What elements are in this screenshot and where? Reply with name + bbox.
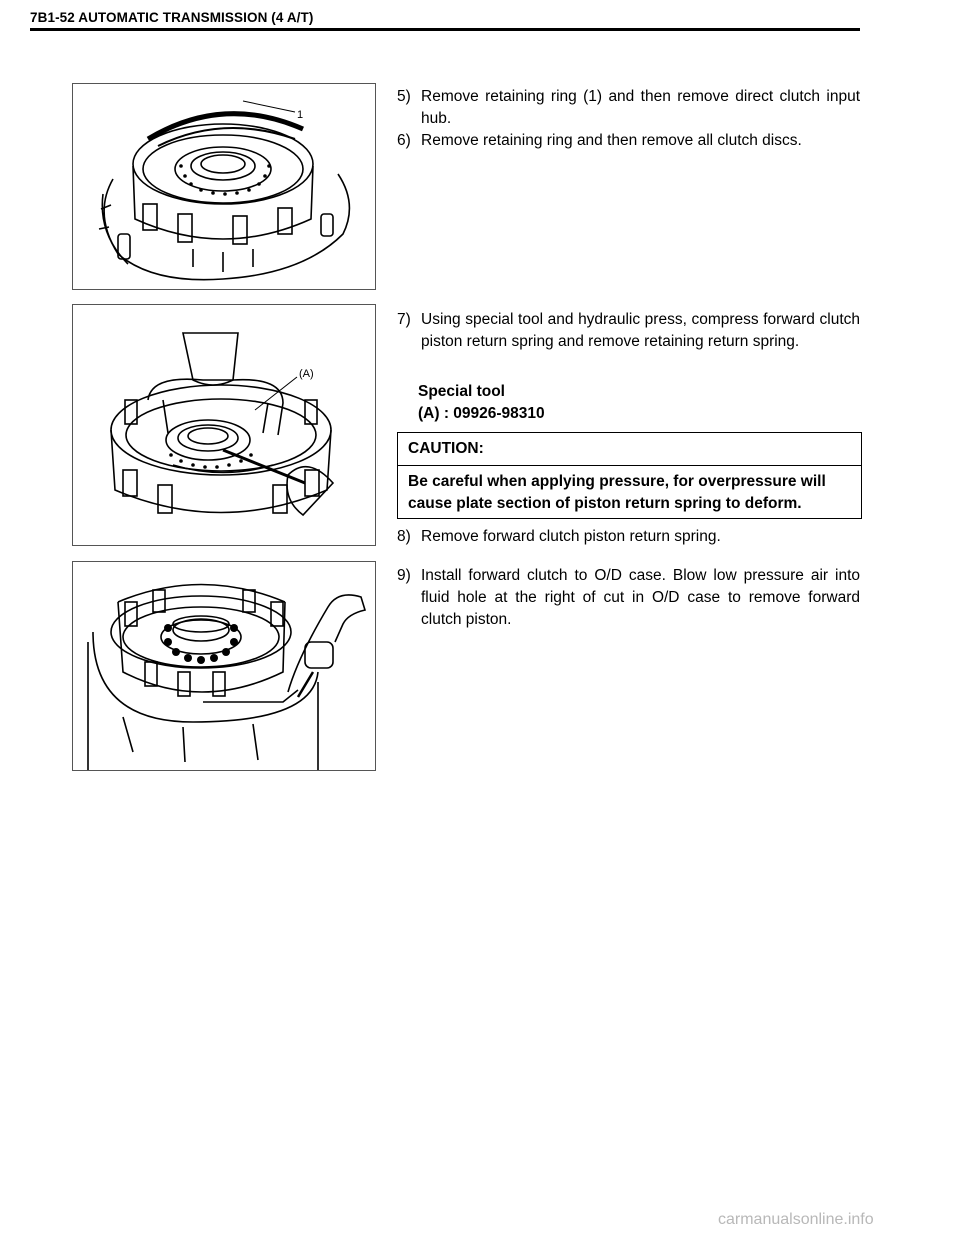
- step-8: [397, 526, 860, 548]
- page-header: [30, 10, 860, 25]
- figure-compress-return-spring: [72, 304, 376, 546]
- air-gun-illustration: [73, 562, 375, 770]
- step-number: 7): [397, 311, 411, 328]
- watermark: carmanualsonline.info: [718, 1211, 874, 1228]
- clutch-drum-illustration: [73, 84, 375, 289]
- hydraulic-press-illustration: [73, 305, 375, 545]
- step-number: 8): [397, 528, 411, 545]
- step-7: [397, 309, 860, 353]
- caution-heading: CAUTION:: [398, 433, 861, 466]
- caution-box: [397, 432, 862, 519]
- step-6: [397, 130, 860, 152]
- steps-group-3: [397, 526, 860, 548]
- figure-blow-air-piston: [72, 561, 376, 771]
- header-rule: [30, 28, 860, 31]
- special-tool-label: Special tool: [418, 383, 505, 400]
- special-tool-value: (A) : 09926-98310: [418, 405, 545, 422]
- figure-remove-retaining-ring: [72, 83, 376, 290]
- step-5: [397, 86, 860, 130]
- caution-body: Be careful when applying pressure, for overpressure will cause plate section of piston return spring to deform.: [408, 473, 826, 512]
- figure-callout: 1: [297, 109, 304, 121]
- step-text: Remove forward clutch piston return spring.: [421, 528, 721, 545]
- steps-group-1: [397, 86, 860, 152]
- figure-callout: (A): [299, 368, 314, 380]
- step-number: 6): [397, 132, 411, 149]
- step-number: 5): [397, 88, 411, 105]
- header-title: 7B1-52 AUTOMATIC TRANSMISSION (4 A/T): [30, 10, 314, 25]
- step-text: Install forward clutch to O/D case. Blow low pressure air into fluid hole at the right of cut in O/D case to remove forward clutch piston.: [421, 567, 860, 628]
- step-9: [397, 565, 860, 631]
- step-number: 9): [397, 567, 411, 584]
- step-text: Remove retaining ring (1) and then remove direct clutch input hub.: [421, 88, 860, 127]
- steps-group-4: [397, 565, 860, 631]
- step-text: Using special tool and hydraulic press, compress forward clutch piston return spring and remove retaining return spring.: [421, 311, 860, 350]
- steps-group-2: [397, 309, 860, 353]
- step-text: Remove retaining ring and then remove all clutch discs.: [421, 132, 802, 149]
